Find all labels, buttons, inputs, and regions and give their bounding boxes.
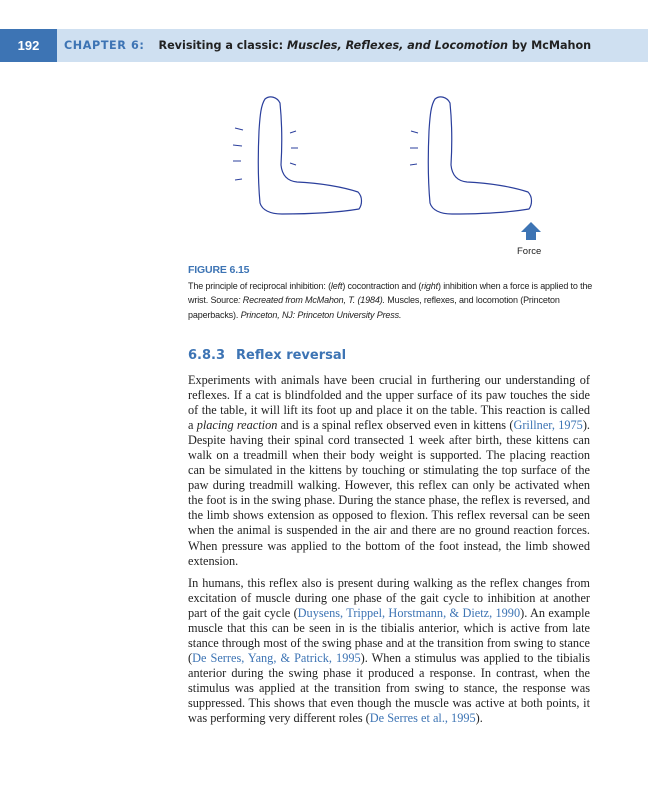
citation-link[interactable]: De Serres et al., 1995: [369, 711, 476, 726]
figure-6-15: [225, 93, 555, 263]
citation-link[interactable]: De Serres, Yang, & Patrick, 1995: [192, 651, 361, 666]
up-arrow-icon: [521, 222, 541, 240]
page-number: 192: [0, 29, 57, 62]
right-arm-icon: [410, 97, 532, 214]
caption-text: The principle of reciprocal inhibition: (left) cocontraction and (right) inhibition when a force is applied to the wrist. Source: Recreated from McMahon, T. (1984). Muscles, reflexes, and locomotion (Princeton paperbacks). Princeton, NJ: Princeton University Press.: [188, 280, 593, 320]
title-italic: Muscles, Reflexes, and Locomotion: [286, 39, 508, 52]
citation-link[interactable]: Grillner, 1975: [513, 418, 583, 433]
force-label: Force: [517, 246, 542, 257]
figure-label: FIGURE 6.15: [188, 264, 250, 276]
left-arm-icon: [233, 97, 362, 214]
placing-reaction-term: placing reaction: [196, 418, 278, 433]
figure-caption: [188, 263, 598, 322]
chapter-label: CHAPTER 6:: [64, 39, 145, 52]
running-header: [0, 29, 648, 62]
header-title: [64, 29, 591, 62]
figure-illustration: [225, 93, 555, 263]
section-number: 6.8.3: [188, 348, 226, 363]
title-prefix: Revisiting a classic:: [158, 39, 287, 52]
title-suffix: by McMahon: [507, 39, 592, 52]
paragraph-1: Experiments with animals have been crucial in furthering our understanding of reflexes. If a cat is blindfolded and the upper surface of its paw touches the side of the table, it will lift its foot up and place it on the table. This reaction is called a placing reaction and is a spinal reflex observed even in kittens (Grillner, 1975). Despite having their spinal cord transected 1 week after birth, these kittens can walk on a treadmill when their body weight is supported. The placing reaction can be simulated in the kittens by touching or stimulating the top surface of the paw during treadmill walking. However, this reflex can only be activated when the foot is in the swing phase. During the stance phase, the reflex is reversed, and the limb shows extension as opposed to flexion. This reflex reversal can be seen when the animal is suspended in the air and there are no ground reaction forces. When pressure was applied to the bottom of the foot instead, the limb showed extension.: [188, 373, 590, 568]
citation-link[interactable]: Duysens, Trippel, Horstmann, & Dietz, 1990: [297, 606, 521, 621]
section-title: Reflex reversal: [236, 348, 347, 363]
section-heading: [188, 348, 346, 363]
paragraph-2: In humans, this reflex also is present during walking as the reflex changes from excitation of muscle during one phase of the gait cycle to inhibition at another part of the gait cycle (Duysens, Trippel, Horstmann, & Dietz, 1990). An example muscle that this can be seen in is the tibialis anterior, which is active from late stance through most of the swing phase and at the transition from swing to stance (De Serres, Yang, & Patrick, 1995). When a stimulus was applied to the tibialis anterior during the swing phase it produced a response. In contrast, when the stimulus was applied at the transition from swing to stance, the response was suppressed. This shows that even though the muscle was active at both points, it was performing very different roles (De Serres et al., 1995).: [188, 576, 591, 726]
